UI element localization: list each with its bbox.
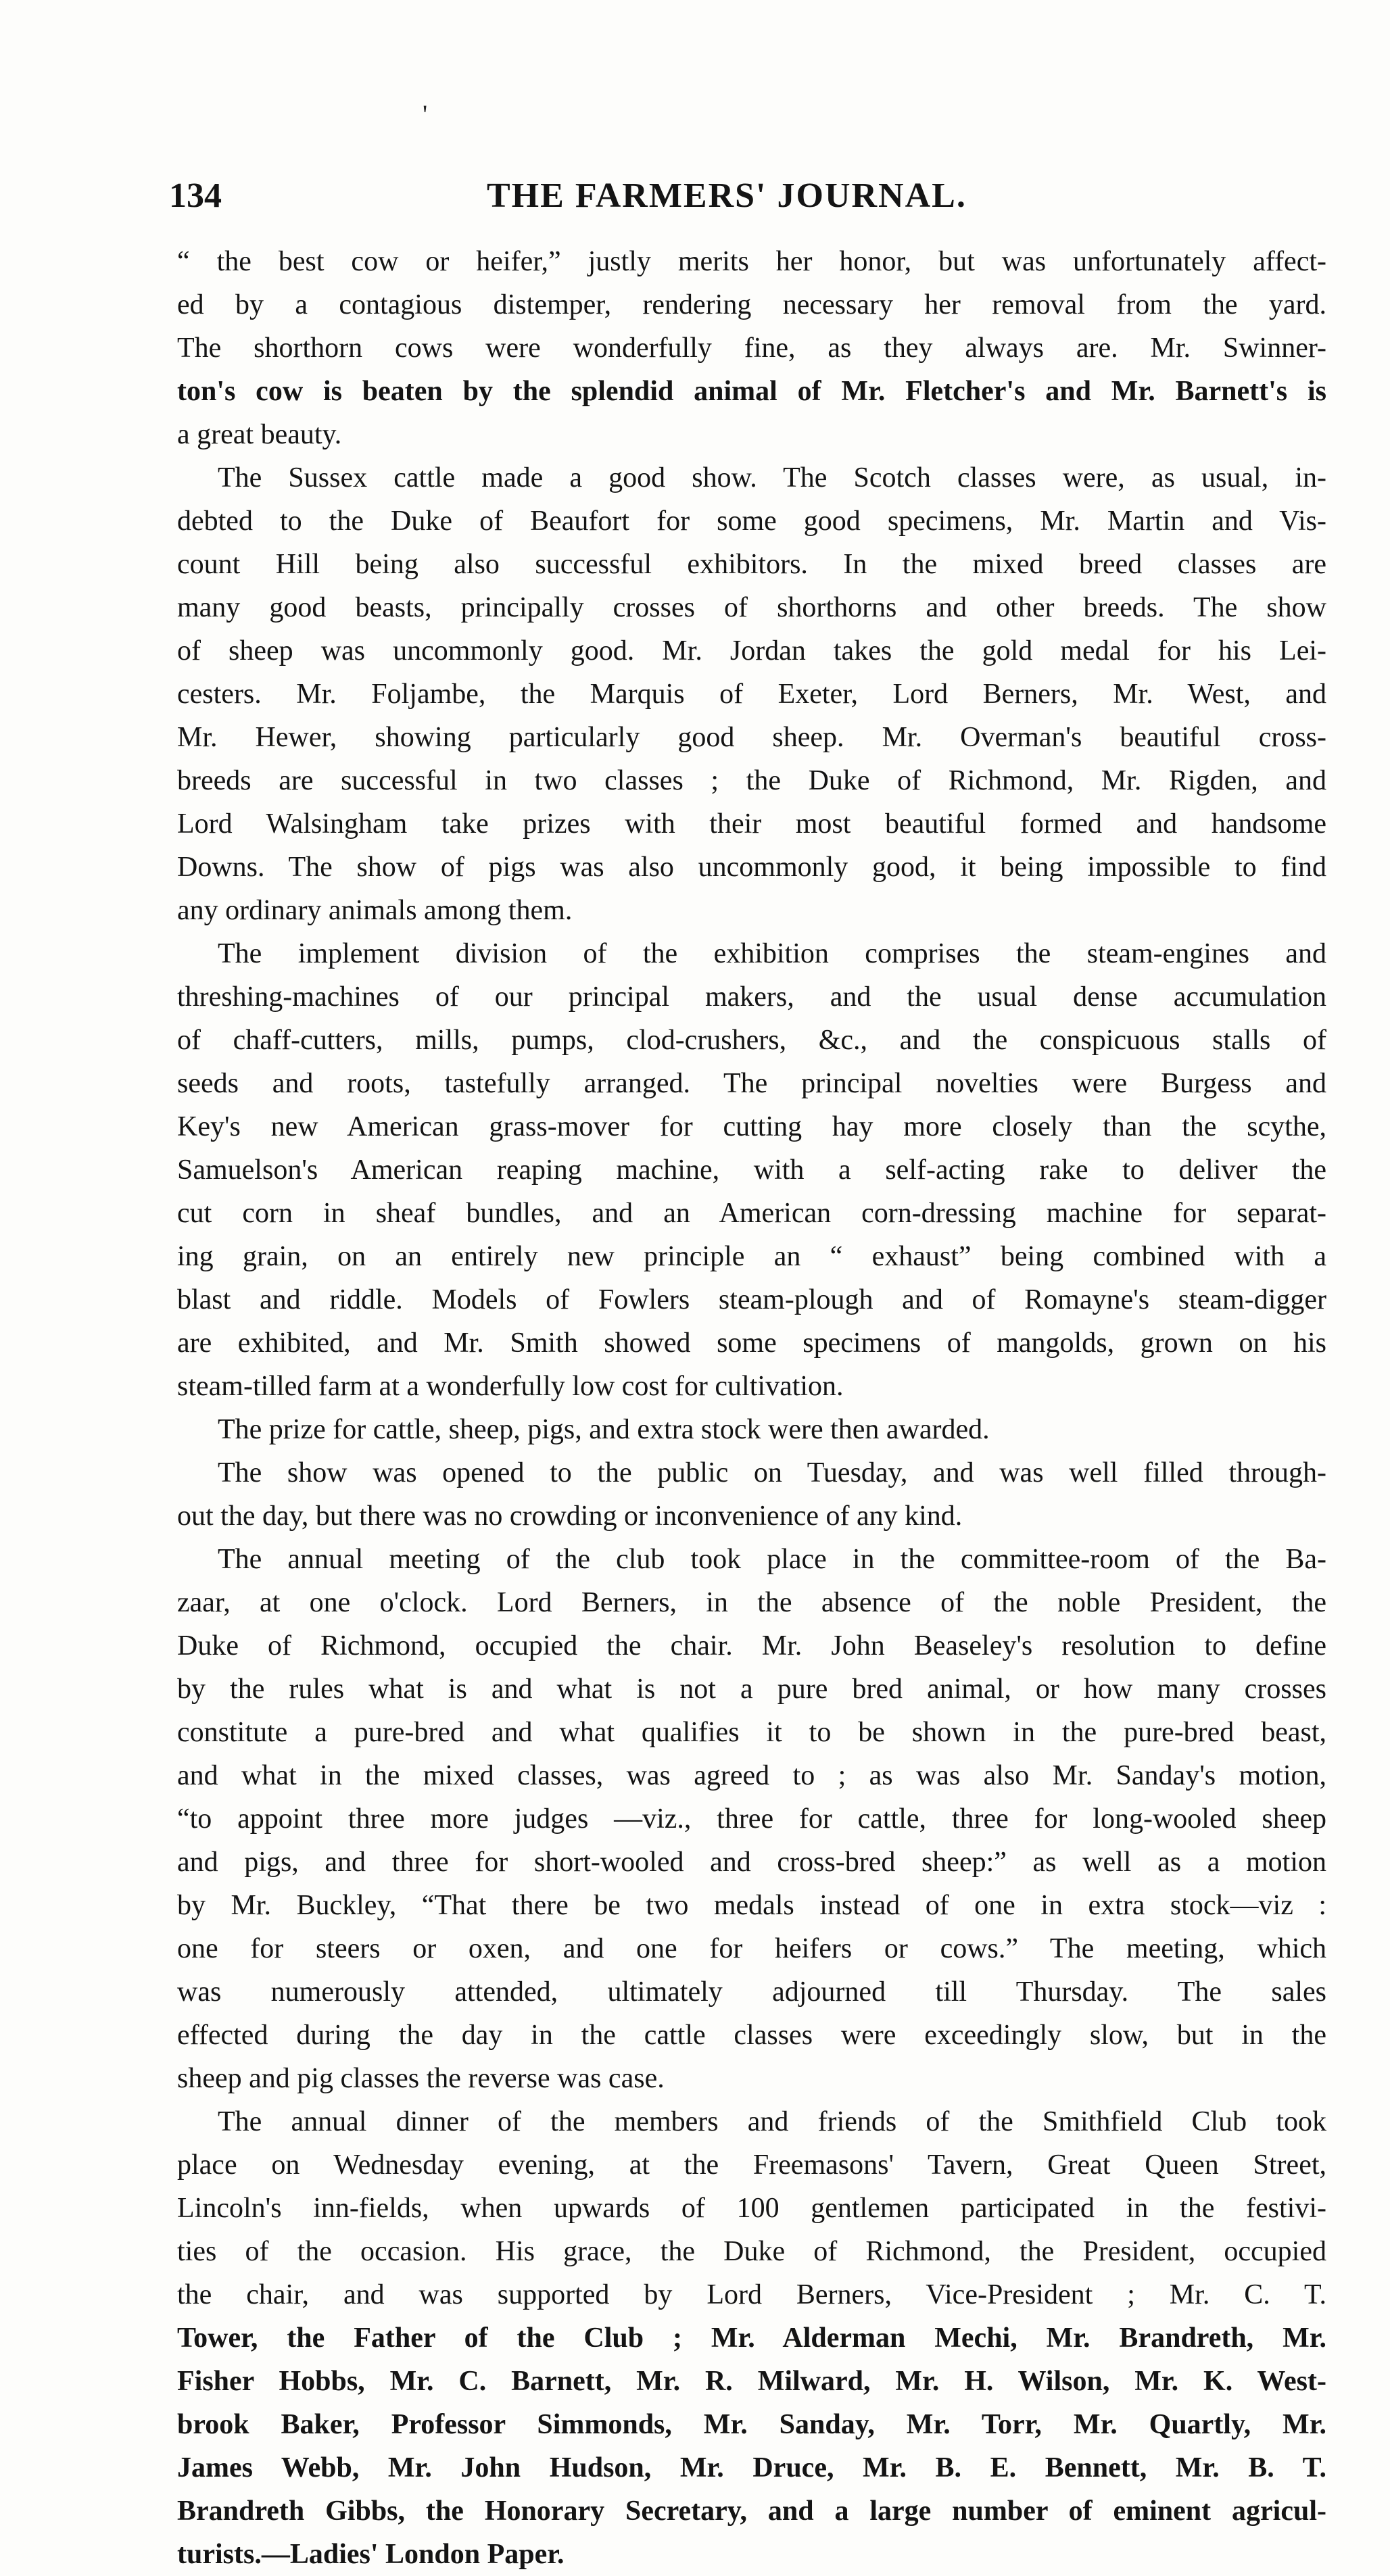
text-line: many good beasts, principally crosses of shorthorns and other breeds. The show [177, 592, 1326, 623]
text-line: The show was opened to the public on Tuesday, and was well filled through- [218, 1457, 1326, 1488]
text-line: ton's cow is beaten by the splendid animal of Mr. Fletcher's and Mr. Barnett's is [177, 376, 1326, 407]
running-title: THE FARMERS' JOURNAL. [487, 176, 967, 215]
text-line: are exhibited, and Mr. Smith showed some specimens of mangolds, grown on his [177, 1328, 1326, 1359]
text-line: out the day, but there was no crowding or inconvenience of any kind. [177, 1501, 963, 1532]
text-line: Mr. Hewer, showing particularly good sheep. Mr. Overman's beautiful cross- [177, 722, 1326, 753]
text-line: Key's new American grass-mover for cutting hay more closely than the scythe, [177, 1111, 1326, 1142]
text-line: place on Wednesday evening, at the Freemasons' Tavern, Great Queen Street, [177, 2149, 1326, 2181]
text-line: cesters. Mr. Foljambe, the Marquis of Exeter, Lord Berners, Mr. West, and [177, 679, 1326, 710]
text-line: James Webb, Mr. John Hudson, Mr. Druce, Mr. B. E. Bennett, Mr. B. T. [177, 2452, 1326, 2483]
text-line: of chaff-cutters, mills, pumps, clod-crushers, &c., and the conspicuous stalls of [177, 1025, 1326, 1056]
text-line: Brandreth Gibbs, the Honorary Secretary, and a large number of eminent agricul- [177, 2496, 1326, 2527]
text-line: and pigs, and three for short-wooled and cross-bred sheep:” as well as a motion [177, 1847, 1326, 1878]
text-line: effected during the day in the cattle classes were exceedingly slow, but in the [177, 2020, 1326, 2051]
text-line: brook Baker, Professor Simmonds, Mr. Sanday, Mr. Torr, Mr. Quartly, Mr. [177, 2409, 1326, 2440]
text-line: count Hill being also successful exhibitors. In the mixed breed classes are [177, 549, 1326, 580]
text-line: blast and riddle. Models of Fowlers steam-plough and of Romayne's steam-digger [177, 1284, 1326, 1315]
text-line: Tower, the Father of the Club ; Mr. Alderman Mechi, Mr. Brandreth, Mr. [177, 2323, 1326, 2354]
text-line: Lord Walsingham take prizes with their most beautiful formed and handsome [177, 808, 1326, 840]
text-line: cut corn in sheaf bundles, and an American corn-dressing machine for separat- [177, 1198, 1326, 1229]
text-line: threshing-machines of our principal makers, and the usual dense accumulation [177, 981, 1326, 1013]
article-body [177, 240, 1326, 2576]
text-line: Downs. The show of pigs was also uncommonly good, it being impossible to find [177, 852, 1326, 883]
text-line: ed by a contagious distemper, rendering necessary her removal from the yard. [177, 289, 1326, 320]
text-line: “ the best cow or heifer,” justly merits her honor, but was unfortunately affect- [177, 246, 1326, 277]
page-header [169, 172, 1061, 220]
text-line: was numerously attended, ultimately adjourned till Thursday. The sales [177, 1976, 1326, 2008]
text-line: by the rules what is and what is not a pure bred animal, or how many crosses [177, 1674, 1326, 1705]
text-line: by Mr. Buckley, “That there be two medals instead of one in extra stock—viz : [177, 1890, 1326, 1921]
text-line: any ordinary animals among them. [177, 895, 573, 926]
text-line: Lincoln's inn-fields, when upwards of 100 gentlemen participated in the festivi- [177, 2193, 1326, 2224]
text-line: turists.—Ladies' London Paper. [177, 2539, 565, 2570]
text-line: Duke of Richmond, occupied the chair. Mr. John Beaseley's resolution to define [177, 1630, 1326, 1661]
text-line: and what in the mixed classes, was agreed to ; as was also Mr. Sanday's motion, [177, 1760, 1326, 1791]
text-line: The annual dinner of the members and friends of the Smithfield Club took [218, 2106, 1326, 2137]
text-line: the chair, and was supported by Lord Berners, Vice-President ; Mr. C. T. [177, 2279, 1326, 2310]
text-line: The shorthorn cows were wonderfully fine, as they always are. Mr. Swinner- [177, 333, 1326, 364]
text-line: zaar, at one o'clock. Lord Berners, in the absence of the noble President, the [177, 1587, 1326, 1618]
text-line: The prize for cattle, sheep, pigs, and extra stock were then awarded. [218, 1414, 990, 1445]
text-line: breeds are successful in two classes ; the Duke of Richmond, Mr. Rigden, and [177, 765, 1326, 796]
text-line: Fisher Hobbs, Mr. C. Barnett, Mr. R. Milward, Mr. H. Wilson, Mr. K. West- [177, 2366, 1326, 2397]
text-line: “to appoint three more judges —viz., three for cattle, three for long-wooled sheep [177, 1803, 1326, 1834]
text-line: ing grain, on an entirely new principle an “ exhaust” being combined with a [177, 1241, 1326, 1272]
text-line: steam-tilled farm at a wonderfully low cost for cultivation. [177, 1371, 844, 1402]
text-line: a great beauty. [177, 419, 342, 450]
text-line: one for steers or oxen, and one for heifers or cows.” The meeting, which [177, 1933, 1326, 1964]
text-line: The Sussex cattle made a good show. The Scotch classes were, as usual, in- [218, 462, 1326, 493]
text-line: seeds and roots, tastefully arranged. The principal novelties were Burgess and [177, 1068, 1326, 1099]
text-line: constitute a pure-bred and what qualifies it to be shown in the pure-bred beast, [177, 1717, 1326, 1748]
text-line: The annual meeting of the club took place in the committee-room of the Ba- [218, 1544, 1326, 1575]
text-line: The implement division of the exhibition comprises the steam-engines and [218, 938, 1326, 969]
stray-mark: ' [423, 99, 428, 130]
page-number: 134 [169, 176, 222, 215]
text-line: ties of the occasion. His grace, the Duke of Richmond, the President, occupied [177, 2236, 1326, 2267]
text-line: Samuelson's American reaping machine, with a self-acting rake to deliver the [177, 1155, 1326, 1186]
text-line: of sheep was uncommonly good. Mr. Jordan takes the gold medal for his Lei- [177, 635, 1326, 666]
text-line: debted to the Duke of Beaufort for some good specimens, Mr. Martin and Vis- [177, 506, 1326, 537]
text-line: sheep and pig classes the reverse was case. [177, 2063, 665, 2094]
